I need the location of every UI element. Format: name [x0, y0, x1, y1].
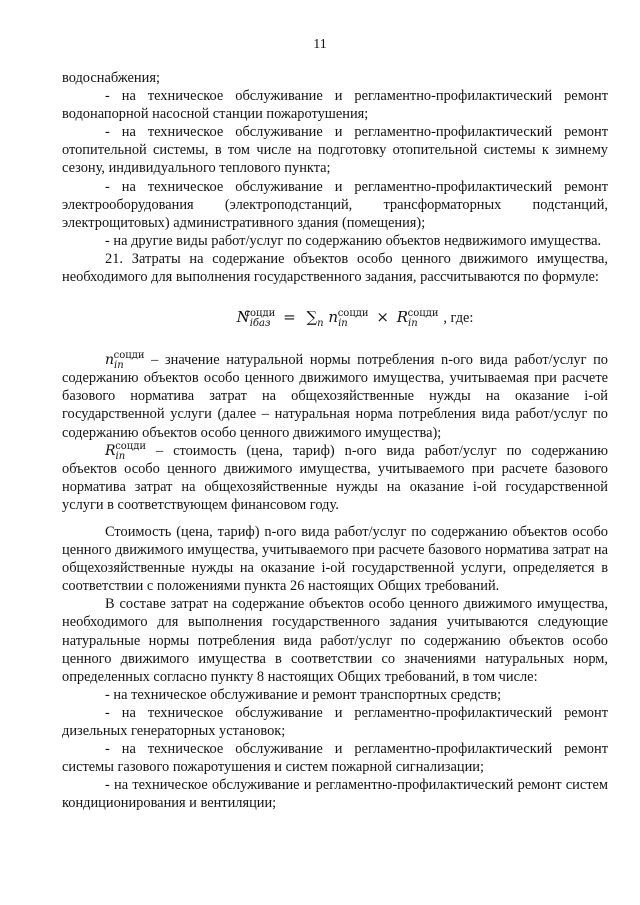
formula-lhs: [236, 307, 276, 330]
formula-r-term: [396, 307, 439, 330]
formula-lhs-sup: соцди: [244, 308, 276, 320]
page-number: 11: [313, 37, 327, 52]
formula-sum: ∑: [306, 308, 318, 327]
clause-21: 21. Затраты на содержание объектов особо ценного движимого имущества, необходимого для выполнения государственного задания, рассчитываются по формуле:: [62, 250, 608, 286]
list-item-heating-system: - на техническое обслуживание и регламентно-профилактический ремонт отопительной системы, в том числе на подготовку отопительной системы к зимнему сезону, индивидуального теплового пункта;: [62, 124, 608, 177]
list-item-diesel-generators: - на техническое обслуживание и регламентно-профилактический ремонт дизельных генераторных установок;: [62, 704, 608, 739]
definition-n-text: – значение натуральной нормы потребления n-ого вида работ/услуг по содержанию объектов особо ценного движимого имущества, учитываемая при расчете базового норматива затрат на общехозяйственные нужды на оказание i-ой государственной услуги (далее – натуральная норма потребления вида работ/услуг по содержанию объектов особо ценного движимого имущества);: [62, 352, 608, 441]
formula-r-sub: in: [408, 318, 418, 330]
formula-times: ×: [376, 308, 389, 327]
formula: [102, 307, 608, 328]
formula-sum-sub: n: [317, 318, 324, 330]
definition-n-sub: in: [114, 359, 124, 371]
paragraph-continuation: водоснабжения;: [62, 70, 160, 86]
formula-lhs-symbol: N: [236, 308, 250, 327]
paragraph-norms-composition: В составе затрат на содержание объектов особо ценного движимого имущества, необходимого для выполнения государственного задания учитываются следующие натуральные нормы потребления вида работ/услуг по содержанию объектов особо ценного движимого имущества в соответствии со значениями натуральных норм, определенных согласно пункту 8 настоящих Общих требований, в том числе:: [62, 596, 608, 685]
definition-r-text: – стоимость (цена, тариф) n-ого вида работ/услуг по содержанию объектов особо ценного движимого имущества, учитываемого при расчете базового норматива затрат на общехозяйственные нужды на оказание i-ой государственной услуги в соответствующем финансовом году.: [62, 442, 608, 513]
formula-n-term: [328, 307, 369, 330]
formula-lhs-sub: iбаз: [249, 318, 271, 330]
definition-n-symbol: [105, 350, 145, 371]
definition-n-sup: соцди: [113, 350, 145, 362]
formula-r-sup: соцди: [407, 308, 439, 320]
definition-n-letter: n: [105, 352, 115, 369]
list-item-air-conditioning: - на техническое обслуживание и регламентно-профилактический ремонт систем кондиционирования и вентиляции;: [62, 777, 608, 812]
definition-r: [62, 442, 608, 514]
list-item-electrical-equipment: - на техническое обслуживание и регламентно-профилактический ремонт электрооборудования (электроподстанций, трансформаторных подстанций, электрощитовых) административного здания (помещения);: [62, 178, 608, 231]
definition-r-symbol: [105, 440, 147, 462]
formula-n-sup: соцди: [337, 308, 369, 320]
paragraph-cost-determination: Стоимость (цена, тариф) n-ого вида работ/услуг по содержанию объектов особо ценного движимого имущества, учитываемого при расчете базового норматива затрат на общехозяйственные нужды на оказание i-ой государственной услуги, определяется в соответствии с положениями пункта 26 настоящих Общих требований.: [62, 523, 608, 595]
definition-r-sup: соцди: [115, 440, 147, 452]
definition-r-sub: in: [115, 450, 126, 462]
list-item-vehicles: - на техническое обслуживание и ремонт транспортных средств;: [105, 686, 502, 703]
formula-r-symbol: R: [396, 308, 409, 327]
document-body: [62, 69, 608, 812]
formula-n-sub: in: [338, 318, 348, 330]
formula-equals: =: [283, 308, 296, 327]
list-item-pump-station: - на техническое обслуживание и регламентно-профилактический ремонт водонапорной насосной станции пожаротушения;: [62, 88, 608, 123]
definition-r-letter: R: [105, 442, 116, 459]
definition-n: [62, 351, 608, 441]
formula-n-symbol: n: [328, 308, 339, 327]
formula-suffix: , где:: [443, 310, 474, 327]
list-item-fire-suppression: - на техническое обслуживание и регламентно-профилактический ремонт системы газового пожаротушения и систем пожарной сигнализации;: [62, 741, 608, 776]
list-item-other-works: - на другие виды работ/услуг по содержанию объектов недвижимого имущества.: [105, 232, 602, 249]
